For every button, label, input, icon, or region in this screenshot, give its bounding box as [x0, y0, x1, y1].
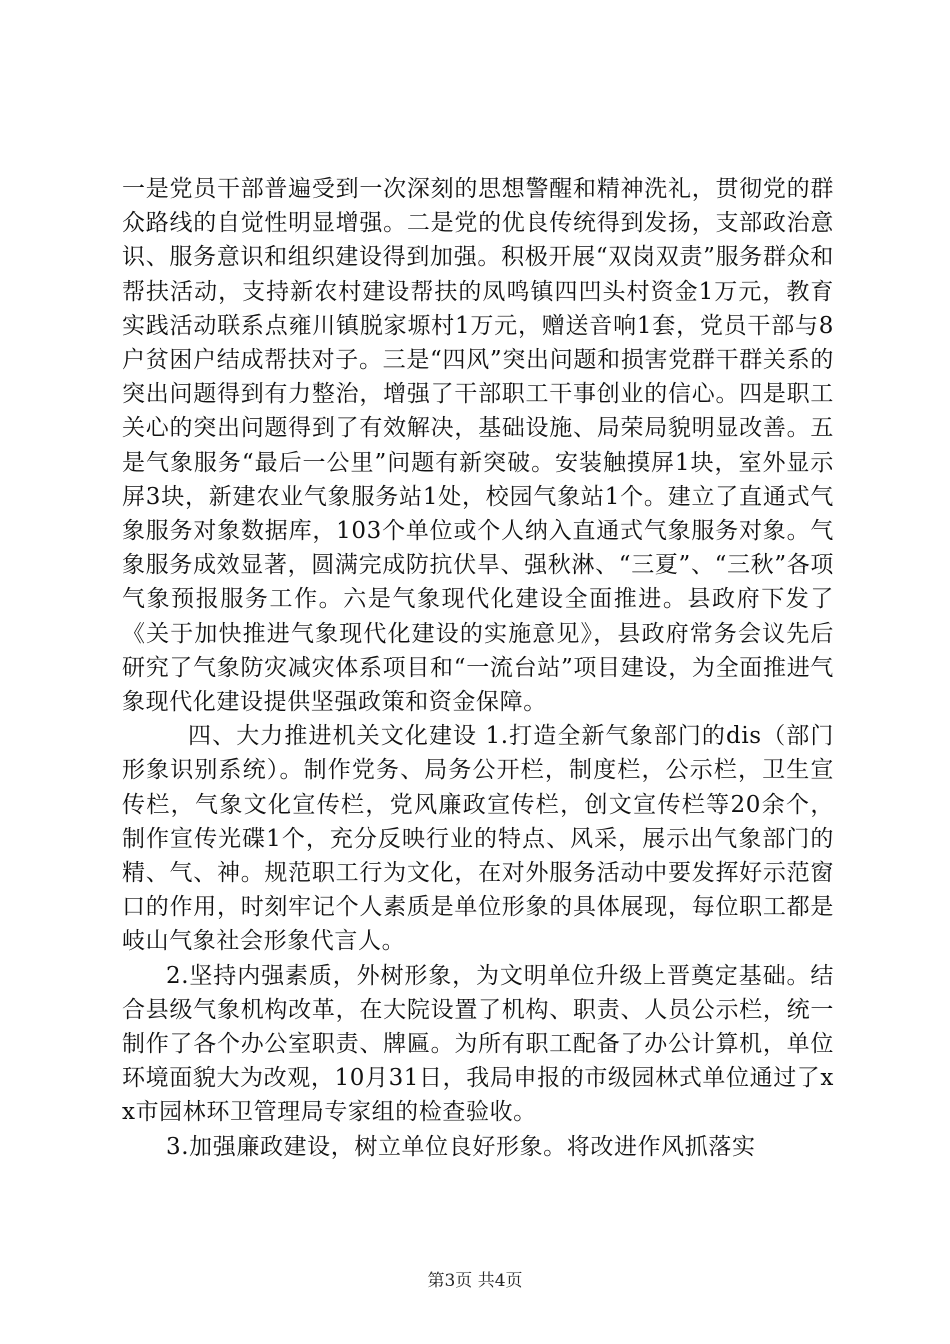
paragraph-culture-building: 四、大力推进机关文化建设 1.打造全新气象部门的dis（部门形象识别系统）。制作党务、局务公开栏，制度栏，公示栏，卫生宣传栏，气象文化宣传栏，党风廉政宣传栏，创文宣传栏等20余个，制作宣传光碟1个，充分反映行业的特点、风采，展示出气象部门的精、气、神。规范职工行为文化，在对外服务活动中要发挥好示范窗口的作用，时刻牢记个人素质是单位形象的具体展现，每位职工都是岐山气象社会形象代言人。: [122, 723, 834, 955]
paragraph-quality-image: 2.坚持内强素质，外树形象，为文明单位升级上晋奠定基础。结合县级气象机构改革，在大院设置了机构、职责、人员公示栏，统一制作了各个办公室职责、牌匾。为所有职工配备了办公计算机，单位环境面貌大为改观，10月31日，我局申报的市级园林式单位通过了xx市园林环卫管理局专家组的检查验收。: [122, 962, 834, 1126]
paragraph-results: 一是党员干部普遍受到一次深刻的思想警醒和精神洗礼，贯彻党的群众路线的自觉性明显增强。二是党的优良传统得到发扬，支部政治意识、服务意识和组织建设得到加强。积极开展“双岗双责”服务群众和帮扶活动，支持新农村建设帮扶的凤鸣镇四凹头村资金1万元，教育实践活动联系点雍川镇脱家塬村1万元，赠送音响1套，党员干部与8户贫困户结成帮扶对子。三是“四风”突出问题和损害党群干群关系的突出问题得到有力整治，增强了干部职工干事创业的信心。四是职工关心的突出问题得到了有效解决，基础设施、局荣局貌明显改善。五是气象服务“最后一公里”问题有新突破。安装触摸屏1块，室外显示屏3块，新建农业气象服务站1处，校园气象站1个。建立了直通式气象服务对象数据库，103个单位或个人纳入直通式气象服务对象。气象服务成效显著，圆满完成防抗伏旱、强秋淋、“三夏”、“三秋”各项气象预报服务工作。六是气象现代化建设全面推进。县政府下发了《关于加快推进气象现代化建设的实施意见》，县政府常务会议先后研究了气象防灾减灾体系项目和“一流台站”项目建设，为全面推进气象现代化建设提供坚强政策和资金保障。: [122, 176, 834, 716]
paragraph-integrity: 3.加强廉政建设，树立单位良好形象。将改进作风抓落实: [166, 1133, 756, 1160]
page-number-footer: 第3页 共4页: [427, 1271, 523, 1291]
document-body: [122, 172, 834, 1164]
